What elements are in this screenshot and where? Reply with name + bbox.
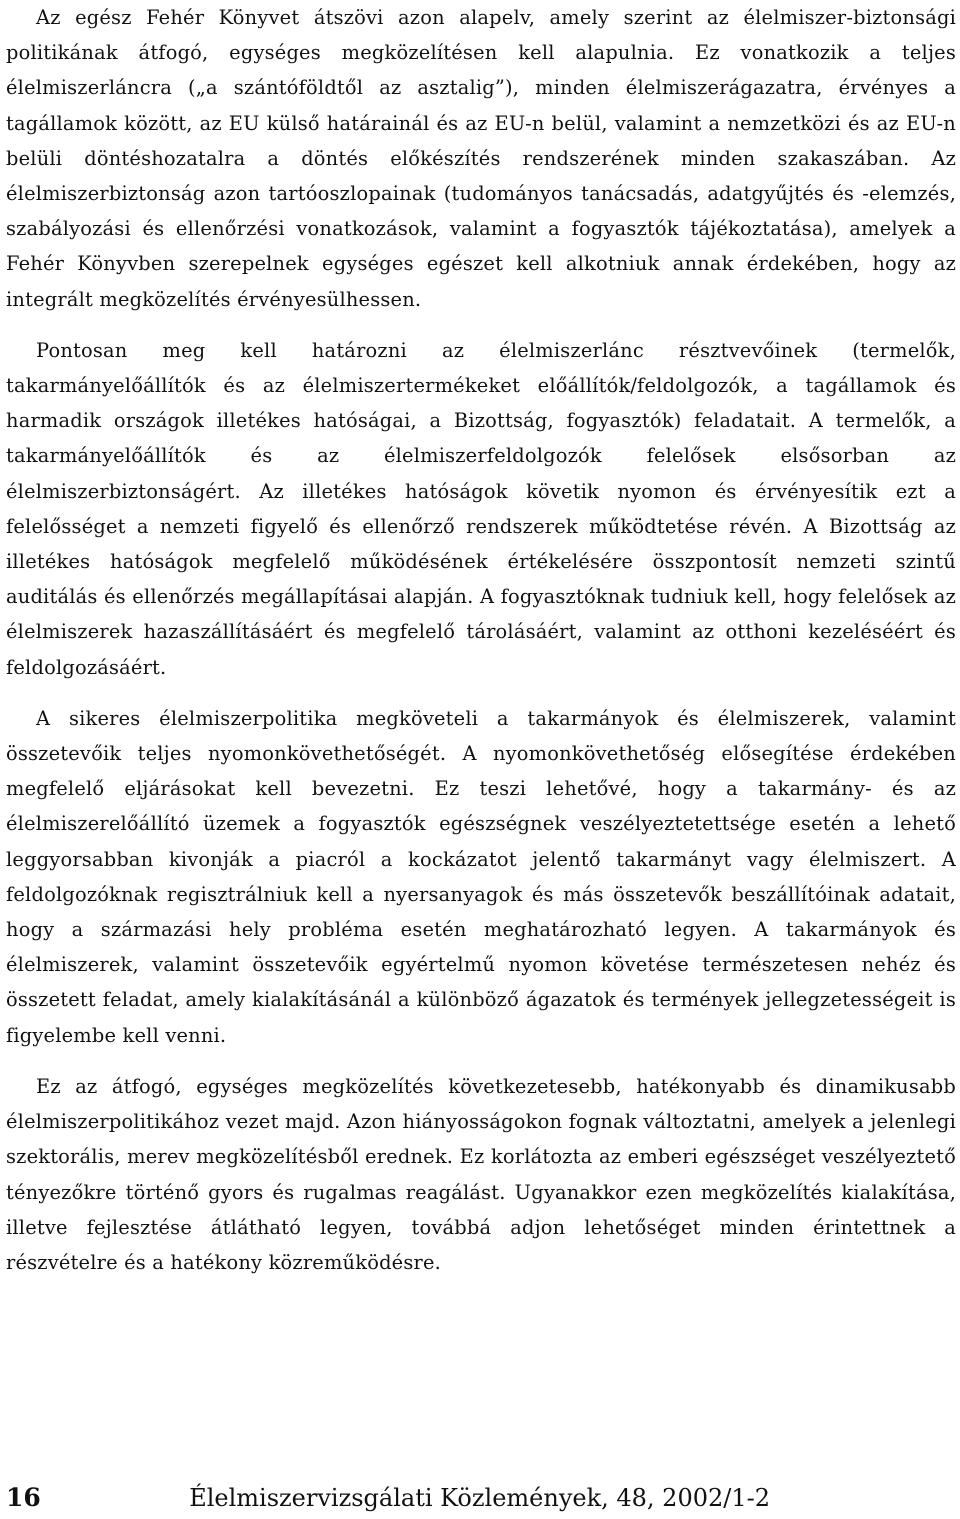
page-number: 16 — [6, 1483, 41, 1512]
paragraph-responsibilities: Pontosan meg kell határozni az élelmiszerlánc résztvevőinek (termelők, takarmányelőállítók és az élelmiszertermékeket előállítók/feldolgozók, a tagállamok és harmadik országok illetékes hatóságai, a Bizottság, fogyasztók) feladatait. A termelők, a takarmányelőállítók és az élelmiszerfeldolgozók felelősek elsősorban az élelmiszerbiztonságért. Az illetékes hatóságok követik nyomon és érvényesítik ezt a felelősséget a nemzeti figyelő és ellenőrző rendszerek működtetése révén. A Bizottság az illetékes hatóságok megfelelő működésének értékelésére összpontosít nemzeti szintű auditálás és ellenőrzés megállapításai alapján. A fogyasztóknak tudniuk kell, hogy felelősek az élelmiszerek hazaszállításáért és megfelelő tárolásáért, valamint az otthoni kezeléséért és feldolgozásáért. — [6, 338, 956, 679]
journal-reference: Élelmiszervizsgálati Közlemények, 48, 2002/1-2 — [189, 1484, 770, 1512]
page-footer — [6, 1483, 956, 1519]
paragraph-integrated-approach: Az egész Fehér Könyvet átszövi azon alapelv, amely szerint az élelmiszer-biztonsági politikának átfogó, egységes megközelítésen kell alapulnia. Ez vonatkozik a teljes élelmiszerláncra („a szántóföldtől az asztalig”), minden élelmiszerágazatra, érvényes a tagállamok között, az EU külső határainál és az EU-n belül, valamint a nemzetközi és az EU-n belüli döntéshozatalra a döntés előkészítés rendszerének minden szakaszában. Az élelmiszerbiztonság azon tartóoszlopainak (tudományos tanácsadás, adatgyűjtés és -elemzés, szabályozási és ellenőrzési vonatkozások, valamint a fogyasztók tájékoztatása), amelyek a Fehér Könyvben szerepelnek egységes egészet kell alkotniuk annak érdekében, hogy az integrált megközelítés érvényesülhessen. — [6, 6, 956, 311]
paragraph-consistent-policy: Ez az átfogó, egységes megközelítés következetesebb, hatékonyabb és dinamikusabb élelmiszerpolitikához vezet majd. Azon hiányosságokon fognak változtatni, amelyek a jelenlegi szektorális, merev megközelítésből erednek. Ez korlátozta az emberi egészséget veszélyeztető tényezőkre történő gyors és rugalmas reagálást. Ugyanakkor ezen megközelítés kialakítása, illetve fejlesztése átlátható legyen, továbbá adjon lehetőséget minden érintettnek a részvételre és a hatékony közreműködésre. — [6, 1074, 956, 1274]
document-body — [6, 0, 956, 1280]
paragraph-traceability: A sikeres élelmiszerpolitika megköveteli a takarmányok és élelmiszerek, valamint összetevőik teljes nyomonkövethetőségét. A nyomonkövethetőség elősegítése érdekében megfelelő eljárásokat kell bevezetni. Ez teszi lehetővé, hogy a takarmány- és az élelmiszerelőállító üzemek a fogyasztók egészségnek veszélyeztetettsége esetén a lehető leggyorsabban kivonják a piacról a kockázatot jelentő takarmányt vagy élelmiszert. A feldolgozóknak regisztrálniuk kell a nyersanyagok és más összetevők beszállítóinak adatait, hogy a származási hely probléma esetén meghatározható legyen. A takarmányok és élelmiszerek, valamint összetevőik egyértelmű nyomon követése természetesen nehéz és összetett feladat, amely kialakításánál a különböző ágazatok és termények jellegzetességeit is figyelembe kell venni. — [6, 706, 956, 1047]
